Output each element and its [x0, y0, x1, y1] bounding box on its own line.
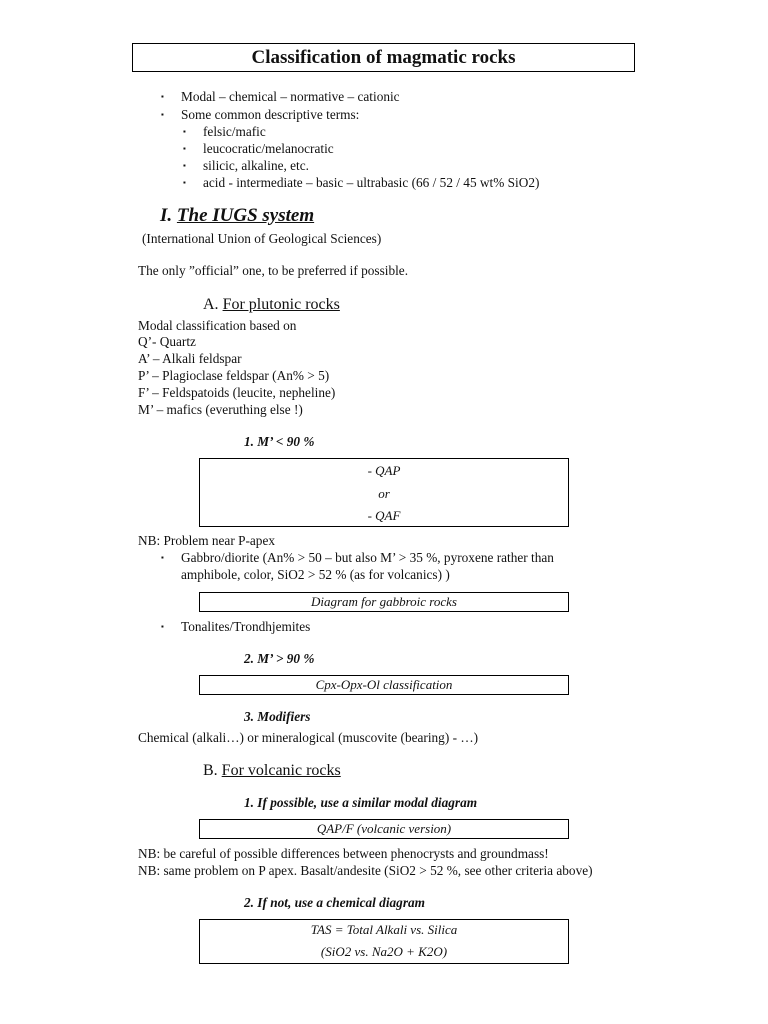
- box-line: TAS = Total Alkali vs. Silica: [310, 922, 458, 937]
- subsection-letter: A.: [203, 296, 219, 313]
- cpx-opx-ol-box: Cpx-Opx-Ol classification: [199, 675, 569, 695]
- plutonic-line-5: F’ – Feldspatoids (leucite, nepheline): [138, 385, 336, 400]
- nb-p-apex: NB: Problem near P-apex: [138, 533, 276, 548]
- box-line: or: [378, 486, 390, 501]
- subsection-title: For plutonic rocks: [222, 296, 340, 313]
- subheading-chemical-diagram: 2. If not, use a chemical diagram: [244, 895, 425, 910]
- modifiers-text: Chemical (alkali…) or mineralogical (muscovite (bearing) - …): [138, 730, 479, 745]
- bullet-icon: ▪: [183, 161, 186, 170]
- bullet-icon: ▪: [161, 553, 164, 562]
- bullet-icon: ▪: [161, 110, 164, 119]
- sub-bullet-2: leucocratic/melanocratic: [203, 141, 334, 156]
- bullet-icon: ▪: [183, 127, 186, 136]
- tonalite-item: Tonalites/Trondhjemites: [181, 619, 311, 634]
- box-line: (SiO2 vs. Na2O + K2O): [320, 944, 448, 959]
- subheading-m-lt-90: 1. M’ < 90 %: [244, 434, 315, 449]
- plutonic-line-6: M’ – mafics (everuthing else !): [138, 402, 303, 417]
- bullet-icon: ▪: [183, 178, 186, 187]
- section-subtitle: (International Union of Geological Sciences): [142, 231, 382, 246]
- box-line: - QAF: [367, 508, 401, 523]
- subsection-letter: B.: [203, 762, 218, 779]
- plutonic-line-3: A’ – Alkali feldspar: [138, 351, 242, 366]
- plutonic-line-1: Modal classification based on: [138, 318, 297, 333]
- section-note: The only ”official” one, to be preferred if possible.: [138, 263, 409, 278]
- section-title: The IUGS system: [176, 205, 315, 226]
- page-title: Classification of magmatic rocks: [132, 43, 635, 72]
- intro-bullet-2: Some common descriptive terms:: [181, 107, 360, 122]
- section-number: I.: [160, 205, 173, 226]
- section-heading-iugs: [160, 205, 314, 227]
- nb-phenocrysts: NB: be careful of possible differences between phenocrysts and groundmass!: [138, 846, 549, 861]
- subheading-m-gt-90: 2. M’ > 90 %: [244, 651, 315, 666]
- subsection-heading-plutonic: [203, 296, 340, 314]
- intro-bullet-1: Modal – chemical – normative – cationic: [181, 89, 400, 104]
- tas-box: [199, 919, 569, 964]
- bullet-icon: ▪: [161, 92, 164, 101]
- gabbro-line-2: amphibole, color, SiO2 > 52 % (as for volcanics) ): [181, 567, 450, 582]
- sub-bullet-4: acid - intermediate – basic – ultrabasic (66 / 52 / 45 wt% SiO2): [203, 175, 540, 190]
- sub-bullet-1: felsic/mafic: [203, 124, 266, 139]
- subheading-modifiers: 3. Modifiers: [244, 709, 311, 724]
- bullet-icon: ▪: [183, 144, 186, 153]
- nb-basalt-andesite: NB: same problem on P apex. Basalt/andesite (SiO2 > 52 %, see other criteria above): [138, 863, 593, 878]
- subsection-heading-volcanic: [203, 762, 341, 780]
- subheading-similar-modal: 1. If possible, use a similar modal diagram: [244, 795, 478, 810]
- sub-bullet-3: silicic, alkaline, etc.: [203, 158, 309, 173]
- box-line: - QAP: [367, 463, 401, 478]
- gabbroic-diagram-box: Diagram for gabbroic rocks: [199, 592, 569, 612]
- gabbro-line-1: Gabbro/diorite (An% > 50 – but also M’ > 35 %, pyroxene rather than: [181, 550, 554, 565]
- bullet-icon: ▪: [161, 622, 164, 631]
- qap-qaf-box: [199, 458, 569, 527]
- subsection-title: For volcanic rocks: [221, 762, 341, 779]
- qapf-volcanic-box: QAP/F (volcanic version): [199, 819, 569, 839]
- plutonic-line-4: P’ – Plagioclase feldspar (An% > 5): [138, 368, 330, 383]
- plutonic-line-2: Q’- Quartz: [138, 334, 196, 349]
